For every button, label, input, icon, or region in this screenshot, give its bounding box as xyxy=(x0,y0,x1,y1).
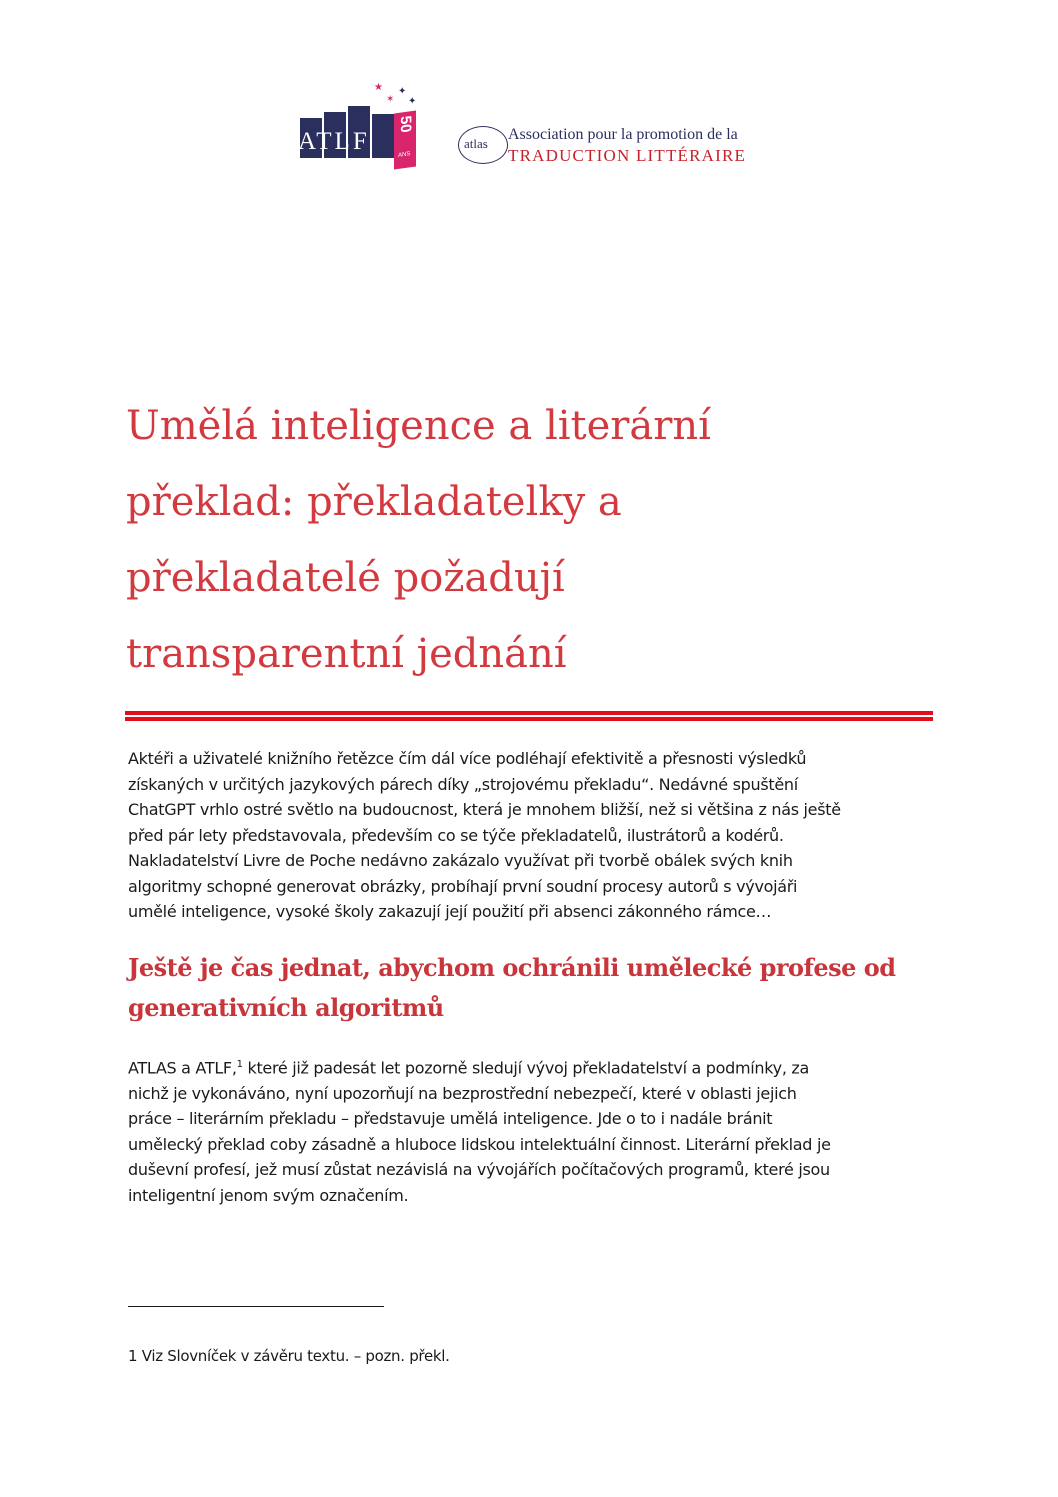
star-icon: ✶ xyxy=(386,94,395,105)
anniversary-badge xyxy=(394,110,416,169)
intro-paragraph xyxy=(128,746,938,925)
heading-line: generativních algoritmů xyxy=(128,993,444,1022)
title-line: Umělá inteligence a literární xyxy=(126,403,711,449)
atlas-logo xyxy=(456,122,756,168)
text-line: duševní profesí, jež musí zůstat nezávislá na vývojářích počítačových programů, které jsou xyxy=(128,1160,830,1180)
title-line: překladatelé požadují xyxy=(126,555,565,601)
text-line: Aktéři a uživatelé knižního řetězce čím dál více podléhají efektivitě a přesnosti výsledků xyxy=(128,749,807,768)
text-line: práce – literárním překladu – představuje umělá inteligence. Jde o to i nadále bránit xyxy=(128,1109,773,1129)
text-fragment: ATLAS a ATLF, xyxy=(128,1058,237,1078)
text-line: získaných v určitých jazykových párech díky „strojovému překladu“. Nedávné spuštění xyxy=(128,774,798,794)
star-icon: ★ xyxy=(374,82,383,93)
anniversary-number: 50 xyxy=(397,114,414,134)
text-line: Nakladatelství Livre de Poche nedávno zakázalo využívat při tvorbě obálek svých knih xyxy=(128,851,793,870)
star-icon: ✦ xyxy=(398,86,407,97)
anniversary-unit: ANS xyxy=(398,151,411,159)
footnote-reference[interactable]: 1 xyxy=(236,1059,243,1070)
section-paragraph xyxy=(128,1052,938,1208)
title-line: překlad: překladatelky a xyxy=(126,479,622,525)
text-line: inteligentní jenom svým označením. xyxy=(128,1185,409,1205)
page-title xyxy=(126,388,926,692)
title-line: transparentní jednání xyxy=(126,631,567,677)
text-line: umělecký překlad coby zásadně a hluboce lidskou intelektuální činnost. Literární překlad je xyxy=(128,1134,831,1154)
text-line: nichž je vykonáváno, nyní upozorňují na bezprostřední nebezpečí, které v oblasti jejich xyxy=(128,1083,797,1103)
text-line: ChatGPT vrhlo ostré světlo na budoucnost, která je mnohem bližší, než si většina z nás ještě xyxy=(128,800,841,819)
text-line: před pár lety představovala, především co se týče překladatelů, ilustrátorů a kodérů. xyxy=(128,825,784,845)
text-line: algoritmy schopné generovat obrázky, probíhají první soudní procesy autorů s vývojáři xyxy=(128,876,798,896)
section-heading xyxy=(128,948,928,1028)
heading-line: Ještě je čas jednat, abychom ochránili umělecké profese od xyxy=(128,953,896,982)
text-line: umělé inteligence, vysoké školy zakazují její použití při absenci zákonného rámce… xyxy=(128,902,772,921)
footnote-divider xyxy=(128,1306,384,1307)
title-divider xyxy=(125,711,933,721)
atlas-wordmark: atlas xyxy=(464,136,488,151)
atlas-tagline-1: Association pour la promotion de la xyxy=(508,126,738,143)
text-fragment: které již padesát let pozorně sledují vývoj překladatelství a podmínky, za xyxy=(242,1058,810,1078)
atlas-tagline-2: TRADUCTION LITTÉRAIRE xyxy=(508,146,747,165)
star-icon: ✦ xyxy=(408,96,417,107)
atlf-letters: ATLF xyxy=(298,128,370,155)
atlf-logo xyxy=(298,82,422,174)
footnote: 1 Viz Slovníček v závěru textu. – pozn. překl. xyxy=(128,1347,450,1365)
